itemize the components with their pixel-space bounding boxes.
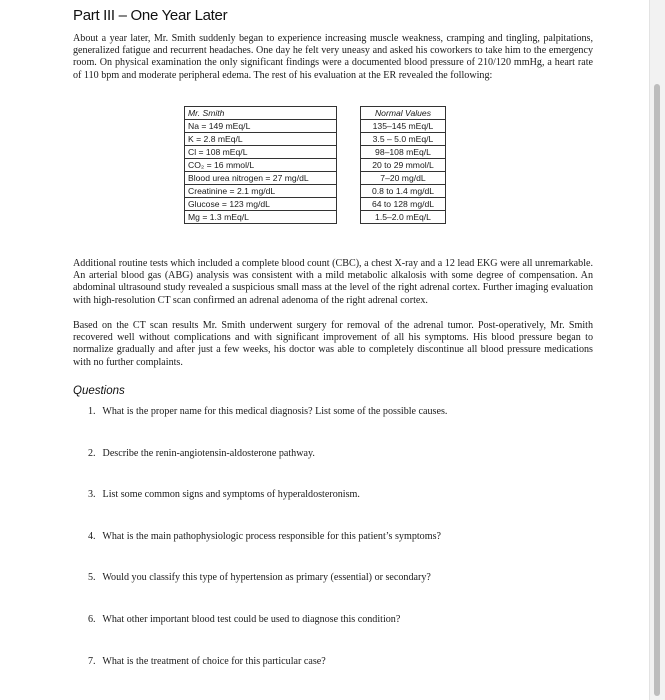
lab-values-table [184, 106, 446, 224]
question-text: What is the main pathophysiologic process responsible for this patient’s symptoms? [102, 531, 441, 542]
question-item [88, 572, 431, 583]
patient-value: Blood urea nitrogen = 27 mg/dL [185, 172, 337, 185]
question-number: 1. [88, 406, 96, 417]
question-text: What other important blood test could be used to diagnose this condition? [102, 614, 401, 625]
column-gap [337, 107, 361, 120]
patient-value: CO₂ = 16 mmol/L [185, 159, 337, 172]
question-item [88, 656, 326, 667]
question-text: List some common signs and symptoms of hyperaldosteronism. [102, 489, 360, 500]
normal-value: 20 to 29 mmol/L [361, 159, 446, 172]
page-title: Part III – One Year Later [73, 7, 228, 24]
normal-value: 135–145 mEq/L [361, 120, 446, 133]
table-row [185, 146, 446, 159]
table-row [185, 211, 446, 224]
patient-value: Na = 149 mEq/L [185, 120, 337, 133]
patient-value: Mg = 1.3 mEq/L [185, 211, 337, 224]
patient-value: Glucose = 123 mg/dL [185, 198, 337, 211]
column-gap [337, 133, 361, 146]
question-number: 4. [88, 531, 96, 542]
normal-value: 7–20 mg/dL [361, 172, 446, 185]
patient-value: Creatinine = 2.1 mg/dL [185, 185, 337, 198]
question-item [88, 531, 441, 542]
question-text: What is the treatment of choice for this particular case? [102, 656, 326, 667]
question-text: What is the proper name for this medical diagnosis? List some of the possible causes. [102, 406, 448, 417]
column-gap [337, 172, 361, 185]
normal-value: 98–108 mEq/L [361, 146, 446, 159]
question-item [88, 448, 315, 459]
table-row [185, 172, 446, 185]
question-text: Describe the renin-angiotensin-aldosterone pathway. [102, 448, 315, 459]
patient-value: K = 2.8 mEq/L [185, 133, 337, 146]
table-header-row [185, 107, 446, 120]
table-row [185, 185, 446, 198]
question-item [88, 489, 360, 500]
normal-value: 1.5–2.0 mEq/L [361, 211, 446, 224]
column-gap [337, 185, 361, 198]
question-number: 2. [88, 448, 96, 459]
normal-value: 3.5 – 5.0 mEq/L [361, 133, 446, 146]
normal-value: 0.8 to 1.4 mg/dL [361, 185, 446, 198]
questions-heading: Questions [73, 385, 125, 397]
question-item [88, 614, 400, 625]
question-number: 6. [88, 614, 96, 625]
patient-value: Cl = 108 mEq/L [185, 146, 337, 159]
outcome-paragraph: Based on the CT scan results Mr. Smith underwent surgery for removal of the adrenal tumor. Post-operatively, Mr. Smith recovered well without complications and with significant improvement of all his symptoms. His blood pressure began to normalize gradually and after just a few weeks, his doctor was able to completely discontinue all blood pressure medications with no further complaints. [73, 320, 593, 368]
intro-paragraph: About a year later, Mr. Smith suddenly began to experience increasing muscle weakness, cramping and tingling, palpitations, generalized fatigue and recurrent headaches. One day he felt very uneasy and asked his coworkers to take him to the emergency room. On physical examination the only significant findings were a documented blood pressure of 210/120 mmHg, a heart rate of 110 bpm and moderate peripheral edema. The rest of his evaluation at the ER revealed the following: [73, 33, 593, 81]
question-item [88, 406, 447, 417]
question-text: Would you classify this type of hypertension as primary (essential) or secondary? [102, 572, 431, 583]
table-row [185, 133, 446, 146]
column-gap [337, 198, 361, 211]
column-gap [337, 159, 361, 172]
patient-column-header: Mr. Smith [185, 107, 337, 120]
column-gap [337, 120, 361, 133]
table-row [185, 120, 446, 133]
table-row [185, 198, 446, 211]
scrollbar-thumb[interactable] [654, 84, 660, 696]
question-number: 7. [88, 656, 96, 667]
findings-paragraph: Additional routine tests which included a complete blood count (CBC), a chest X-ray and a 12 lead EKG were all unremarkable. An arterial blood gas (ABG) analysis was consistent with a mild metabolic alkalosis with some degree of compensation. An abdominal ultrasound study revealed a suspicious small mass at the level of the right adrenal cortex. Further imaging evaluation with high-resolution CT scan confirmed an adrenal adenoma of the right adrenal cortex. [73, 258, 593, 306]
normal-value: 64 to 128 mg/dL [361, 198, 446, 211]
column-gap [337, 211, 361, 224]
table-row [185, 159, 446, 172]
question-number: 5. [88, 572, 96, 583]
column-gap [337, 146, 361, 159]
question-number: 3. [88, 489, 96, 500]
normal-column-header: Normal Values [361, 107, 446, 120]
